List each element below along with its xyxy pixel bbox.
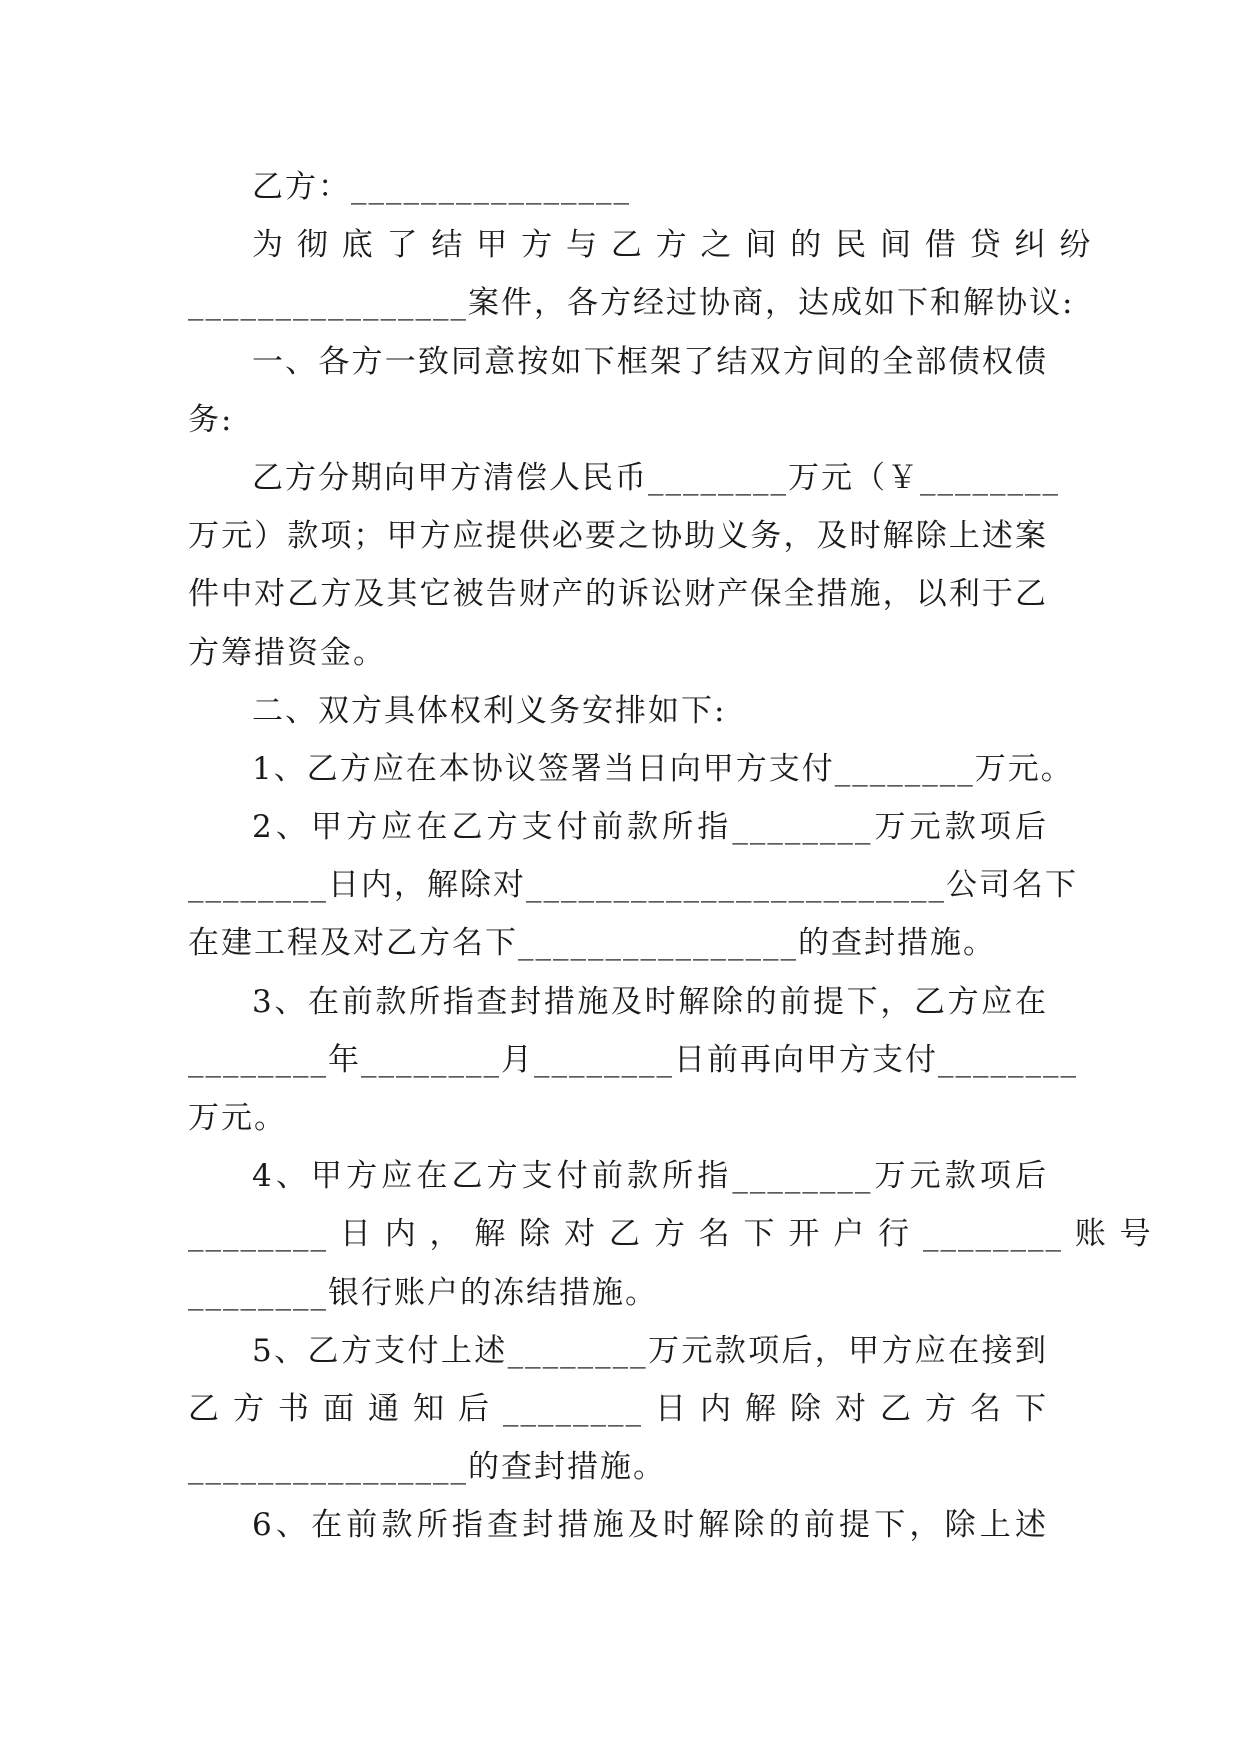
text-line: 在建工程及对乙方名下________________的查封措施。 <box>188 925 996 962</box>
text-line: ________年________月________日前再向甲方支付________ <box>188 1041 1078 1078</box>
text-line: 为 彻 底 了 结 甲 方 与 乙 方 之 间 的 民 间 借 贷 纠 纷 <box>252 227 1093 264</box>
text-line: 乙 方 书 面 通 知 后 ________ 日 内 解 除 对 乙 方 名 下 <box>188 1390 1048 1427</box>
text-line: 一、各方一致同意按如下框架了结双方间的全部债权债 <box>252 343 1048 380</box>
text-line: 5、乙方支付上述________万元款项后，甲方应在接到 <box>252 1332 1048 1369</box>
text-line: ________________案件，各方经过协商，达成如下和解协议: <box>188 285 1075 322</box>
text-line: ________________的查封措施。 <box>188 1449 666 1486</box>
text-line: 万元）款项；甲方应提供必要之协助义务，及时解除上述案 <box>188 518 1048 555</box>
text-line: 方筹措资金。 <box>188 634 386 671</box>
text-line: ________ 日 内 ， 解 除 对 乙 方 名 下 开 户 行 ________ 账 号 <box>188 1216 1153 1253</box>
text-line: 乙方分期向甲方清偿人民币________万元（￥________ <box>252 459 1060 496</box>
text-line: 乙方：________________ <box>252 169 631 205</box>
text-line: 6、在前款所指查封措施及时解除的前提下，除上述 <box>252 1507 1048 1544</box>
text-line: ________日内，解除对________________________公司名下 <box>188 867 1078 904</box>
text-line: 万元。 <box>188 1100 287 1136</box>
text-line: 务: <box>188 401 234 438</box>
agreement-body <box>188 158 1153 1555</box>
text-line: ________银行账户的冻结措施。 <box>188 1274 658 1311</box>
text-line: 3、在前款所指查封措施及时解除的前提下，乙方应在 <box>252 983 1048 1020</box>
text-line: 1、乙方应在本协议签署当日向甲方支付________万元。 <box>252 750 1074 787</box>
text-line: 二、双方具体权利义务安排如下: <box>252 692 727 729</box>
text-line: 2、甲方应在乙方支付前款所指________万元款项后 <box>252 809 1048 846</box>
text-line: 件中对乙方及其它被告财产的诉讼财产保全措施，以利于乙 <box>188 576 1048 613</box>
text-line: 4、甲方应在乙方支付前款所指________万元款项后 <box>252 1158 1048 1195</box>
